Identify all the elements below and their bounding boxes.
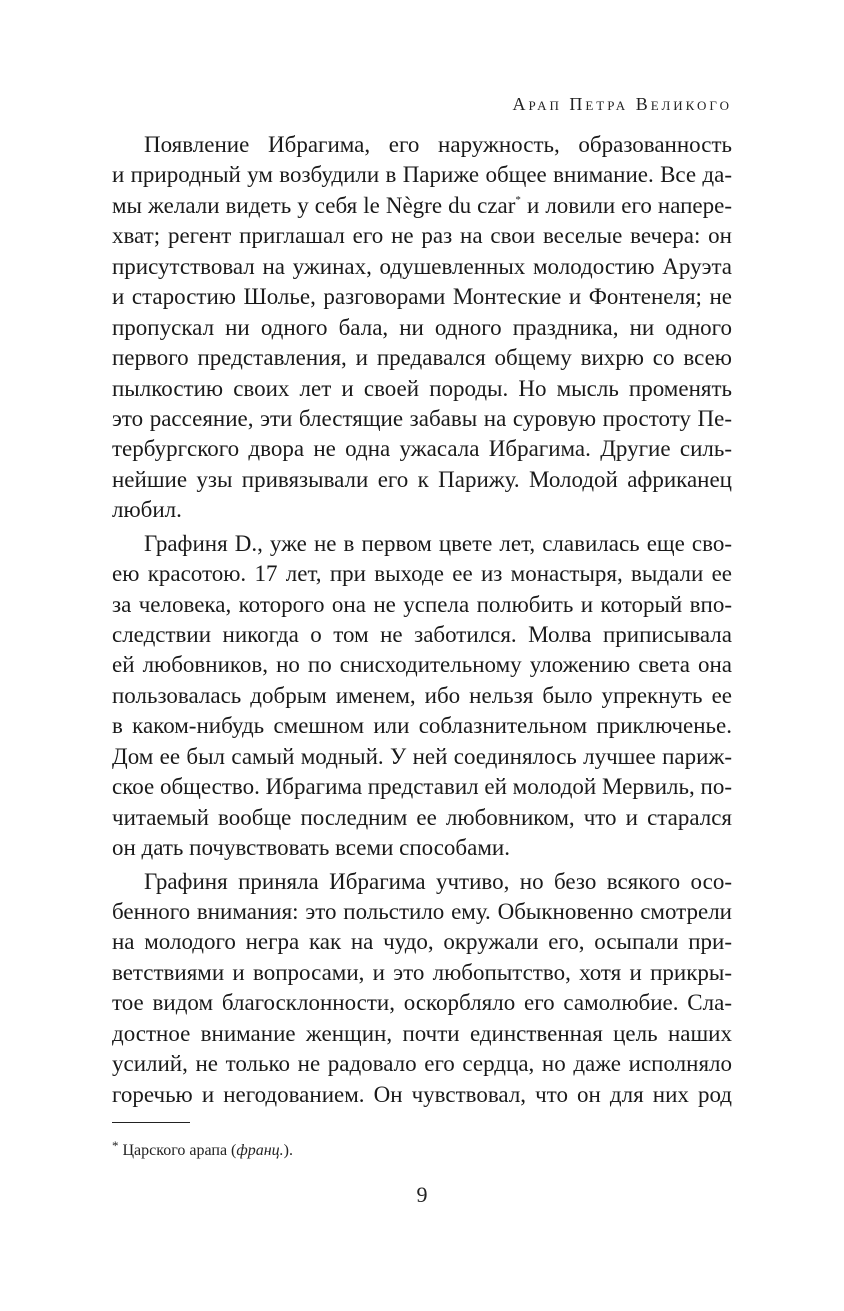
text-line: на молодого негра как на чудо, окружали его, осыпали при-: [112, 929, 732, 955]
text-line: ей любовников, но по снисходительному уложению света она: [112, 652, 732, 678]
text-line: это рассеяние, эти блестящие забавы на суровую простоту Пе-: [112, 405, 732, 431]
text-line: горечью и негодованием. Он чувствовал, что он для них род: [112, 1081, 732, 1107]
text-line: тое видом благосклонности, оскорбляло его самолюбие. Сла-: [112, 990, 732, 1016]
footnote-italic: франц.: [236, 1142, 284, 1159]
footnote-divider: [112, 1122, 190, 1123]
footnote-text: Царского арапа (: [122, 1142, 237, 1159]
text-line: Появление Ибрагима, его наружность, образованность: [144, 132, 732, 157]
text-line: читаемый вообще последним ее любовником, что и старался: [112, 804, 732, 830]
footnote-mark: *: [112, 1138, 119, 1153]
text-line: и старостию Шолье, разговорами Монтеские и Фонтенеля; не: [112, 284, 732, 310]
text-line: Графиня D., уже не в первом цвете лет, славилась еще сво-: [144, 530, 732, 556]
text-line: бенного внимания: это польстило ему. Обыкновенно смотрели: [112, 898, 732, 924]
text-line: нейшие узы привязывали его к Парижу. Молодой африканец: [112, 466, 732, 492]
text-line: ею красотою. 17 лет, при выходе ее из монастыря, выдали ее: [112, 561, 732, 587]
paragraph-1: [112, 130, 732, 526]
body-text: [112, 130, 732, 1110]
text-fragment: мы желали видеть у себя le Nègre du czar: [112, 192, 516, 218]
text-line: ское общество. Ибрагима представил ей молодой Мервиль, по-: [112, 774, 732, 800]
text-line: в каком-нибудь смешном или соблазнительном приключенье.: [112, 713, 732, 739]
footnote: [112, 1138, 293, 1160]
text-line: Графиня приняла Ибрагима учтиво, но безо всякого осо-: [144, 868, 732, 894]
text-fragment: и ловили его напере-: [520, 192, 732, 218]
text-line: он дать почувствовать всеми способами.: [112, 835, 510, 861]
text-line: любил.: [112, 497, 182, 523]
text-line: пропускал ни одного бала, ни одного праздника, ни одного: [112, 314, 732, 340]
text-line: Дом ее был самый модный. У ней соединялось лучшее париж-: [112, 743, 732, 769]
text-line: достное внимание женщин, почти единственная цель наших: [112, 1020, 732, 1046]
text-line-with-footnote-ref: [112, 191, 732, 221]
text-line: и природный ум возбудили в Париже общее внимание. Все да-: [112, 162, 732, 188]
footnote-reference: *: [515, 193, 521, 206]
text-line: за человека, которого она не успела полюбить и который впо-: [112, 591, 732, 617]
text-line: первого представления, и предавался общему вихрю со всею: [112, 345, 732, 371]
text-line: следствии никогда о том не заботился. Молва приписывала: [112, 622, 732, 647]
text-line: пользовалась добрым именем, ибо нельзя было упрекнуть ее: [112, 682, 732, 708]
text-line: ветствиями и вопросами, и это любопытство, хотя и прикры-: [112, 959, 732, 985]
text-line: усилий, не только не радовало его сердца, но даже исполняло: [112, 1051, 732, 1077]
text-line: хват; регент приглашал его не раз на свои веселые вечера: он: [112, 223, 732, 249]
running-head: Арап Петра Великого: [512, 94, 732, 114]
paragraph-2: [112, 529, 732, 864]
text-line: пылкостию своих лет и своей породы. Но мысль променять: [112, 375, 732, 401]
paragraph-3: [112, 867, 732, 1111]
text-line: присутствовал на ужинах, одушевленных молодостию Аруэта: [112, 253, 732, 279]
page-number: 9: [416, 1182, 428, 1207]
footnote-end: ).: [283, 1142, 293, 1159]
text-line: тербургского двора не одна ужасала Ибрагима. Другие силь-: [112, 436, 732, 462]
